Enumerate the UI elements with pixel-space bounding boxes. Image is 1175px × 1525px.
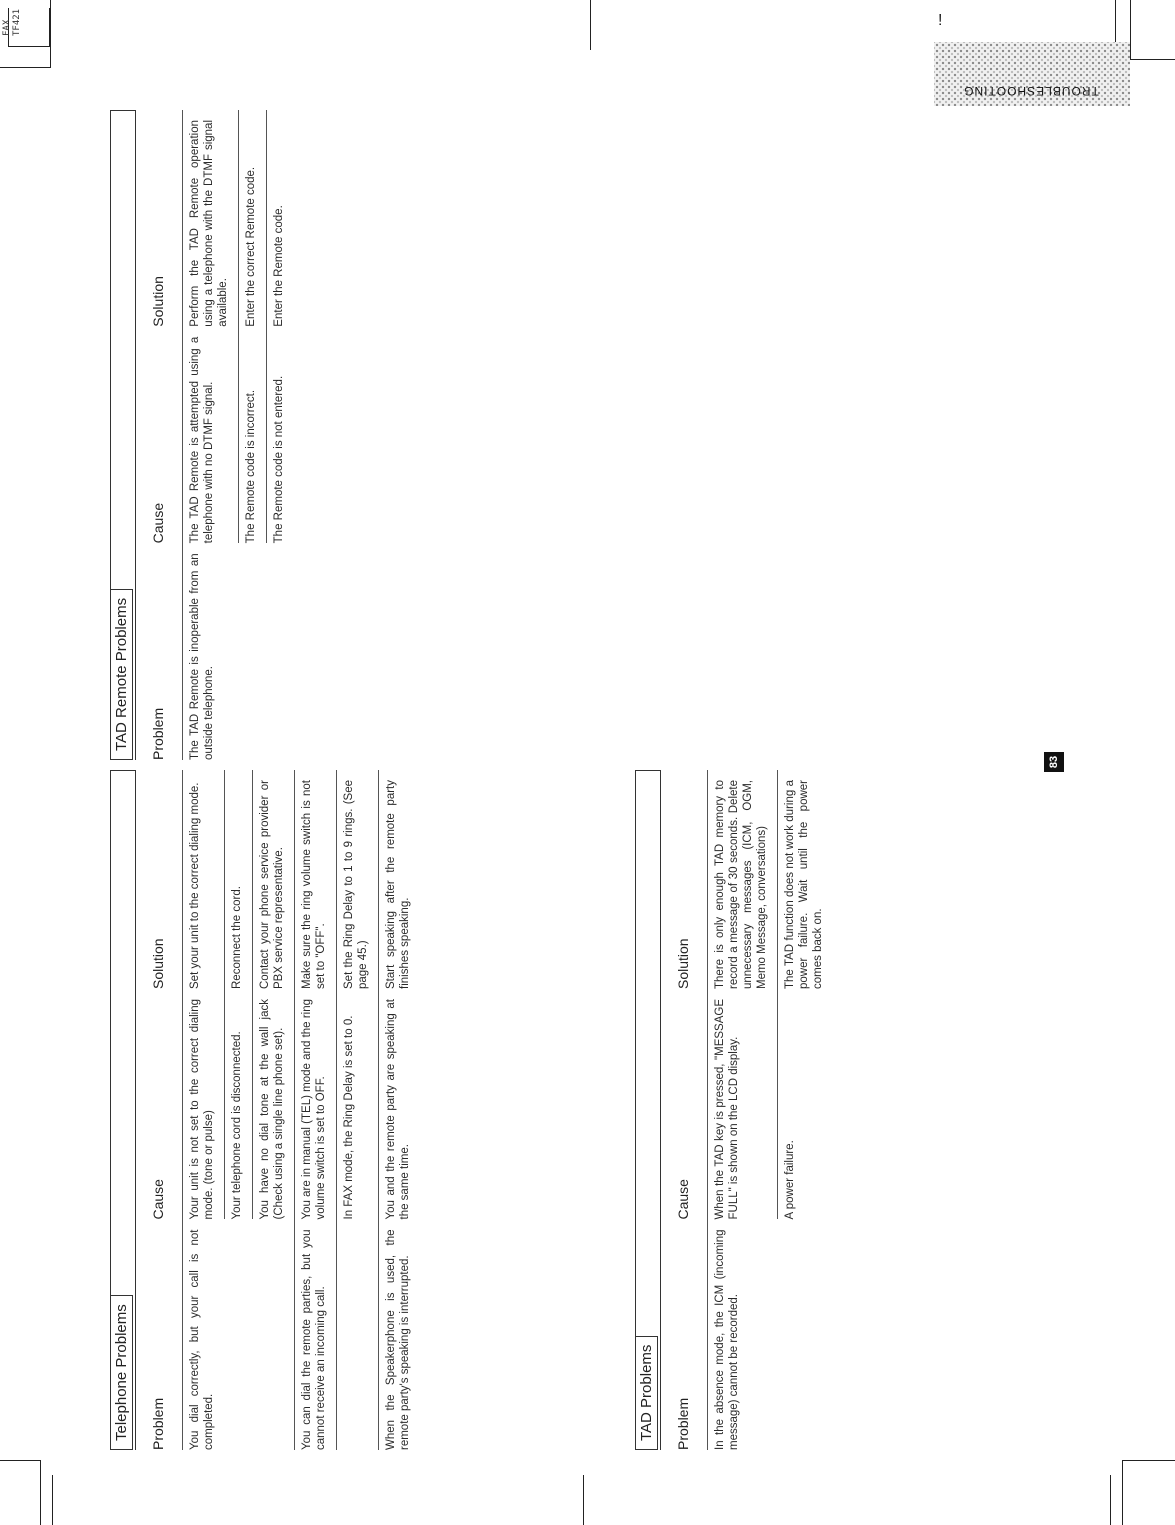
section-badge-label: TROUBLESHOOTING	[963, 84, 1099, 98]
problem-cell	[337, 1220, 379, 1451]
table-row	[183, 770, 225, 1450]
solution-cell: There is only enough TAD memory to record a message of 30 seconds. Delete unnecessary messages (ICM, OGM, Memo Message, conversations)	[708, 770, 778, 989]
solution-cell: Enter the Remote code.	[267, 110, 295, 327]
table-row	[239, 110, 267, 760]
problem-cell: When the Speakerphone is used, the remote party's speaking is interrupted.	[379, 1220, 421, 1451]
problem-cell	[778, 1220, 834, 1451]
header-cause: Cause	[675, 1179, 691, 1220]
solution-cell: Enter the correct Remote code.	[239, 110, 267, 327]
crop-mark	[1122, 1460, 1175, 1461]
section-title: TAD Problems	[635, 1336, 658, 1450]
solution-cell: Make sure the ring volume switch is not set to "OFF".	[295, 770, 337, 989]
header-problem: Problem	[675, 1397, 691, 1450]
table-row	[708, 770, 778, 1450]
solution-cell: Perform the TAD Remote operation using a telephone with the DTMF signal available.	[183, 110, 239, 327]
table-row	[337, 770, 379, 1450]
cause-cell: The Remote code is not entered.	[267, 327, 295, 544]
section-title-bar	[635, 770, 661, 1450]
cause-cell: The TAD Remote is attempted using a telephone with no DTMF signal.	[183, 327, 239, 544]
cause-cell: You are in manual (TEL) mode and the ring volume switch is set to OFF.	[295, 989, 337, 1220]
problem-cell	[225, 1220, 253, 1451]
cause-cell: Your telephone cord is disconnected.	[225, 989, 253, 1220]
crop-mark	[1130, 59, 1175, 60]
cause-cell: In FAX mode, the Ring Delay is set to 0.	[337, 989, 379, 1220]
page-number: 83	[1044, 752, 1064, 772]
cause-cell: You have no dial tone at the wall jack (Check using a single line phone set).	[253, 989, 295, 1220]
section-title: TAD Remote Problems	[110, 589, 133, 760]
table-row	[778, 770, 834, 1450]
solution-cell: Start speaking after the remote party finishes speaking.	[379, 770, 421, 989]
cause-cell: The Remote code is incorrect.	[239, 327, 267, 544]
crop-mark	[1122, 1460, 1123, 1525]
problem-cell	[253, 1220, 295, 1451]
header-solution: Solution	[150, 276, 166, 327]
solution-cell: Contact your phone service provider or PBX service representative.	[253, 770, 295, 989]
problem-cell: You can dial the remote parties, but you cannot receive an incoming call.	[295, 1220, 337, 1451]
problem-cell: In the absence mode, the ICM (incoming message) cannot be recorded.	[708, 1220, 778, 1451]
table-row	[295, 770, 337, 1450]
solution-cell: Set your unit to the correct dialing mode.	[183, 770, 225, 989]
crop-mark	[1130, 0, 1131, 60]
tad-problems-section	[635, 770, 833, 1450]
section-title-bar	[110, 770, 136, 1450]
crop-mark	[1110, 1475, 1111, 1525]
header-solution: Solution	[675, 938, 691, 989]
crop-mark	[40, 1460, 41, 1525]
header-problem: Problem	[150, 707, 166, 760]
header-cause: Cause	[150, 1179, 166, 1220]
crop-mark	[50, 0, 51, 68]
tad-remote-problems-section	[110, 110, 294, 760]
cause-cell: A power failure.	[778, 989, 834, 1220]
telephone-problems-table	[150, 770, 420, 1450]
corner-mark: !	[938, 12, 943, 29]
crop-mark	[52, 1475, 53, 1525]
crop-mark	[590, 0, 591, 50]
crop-mark	[0, 67, 50, 68]
solution-cell: The TAD function does not work during a power failure. Wait until the power comes back on.	[778, 770, 834, 989]
header-problem: Problem	[150, 1397, 166, 1450]
crop-mark	[583, 1475, 584, 1525]
problem-cell: The TAD Remote is inoperable from an outside telephone.	[183, 543, 239, 760]
header-cause: Cause	[150, 502, 166, 544]
problem-cell	[239, 543, 267, 760]
problem-cell: You dial correctly, but your call is not completed.	[183, 1220, 225, 1451]
solution-cell: Reconnect the cord.	[225, 770, 253, 989]
crop-mark	[0, 1460, 40, 1461]
problem-cell	[267, 543, 295, 760]
table-row	[225, 770, 253, 1450]
table-row	[183, 110, 239, 760]
telephone-problems-section	[110, 770, 420, 1450]
corner-tag: FAX TF421	[2, 8, 22, 36]
solution-cell: Set the Ring Delay to 1 to 9 rings. (See page 45.)	[337, 770, 379, 989]
cause-cell: You and the remote party are speaking at the same time.	[379, 989, 421, 1220]
section-title-bar	[110, 110, 136, 760]
header-solution: Solution	[150, 938, 166, 989]
table-row	[267, 110, 295, 760]
cause-cell: Your unit is not set to the correct dialing mode. (tone or pulse)	[183, 989, 225, 1220]
table-row	[379, 770, 421, 1450]
section-title: Telephone Problems	[110, 1295, 133, 1450]
table-row	[253, 770, 295, 1450]
tad-problems-table	[675, 770, 833, 1450]
cause-cell: When the TAD key is pressed, "MESSAGE FULL" is shown on the LCD display.	[708, 989, 778, 1220]
tad-remote-problems-table	[150, 110, 294, 760]
